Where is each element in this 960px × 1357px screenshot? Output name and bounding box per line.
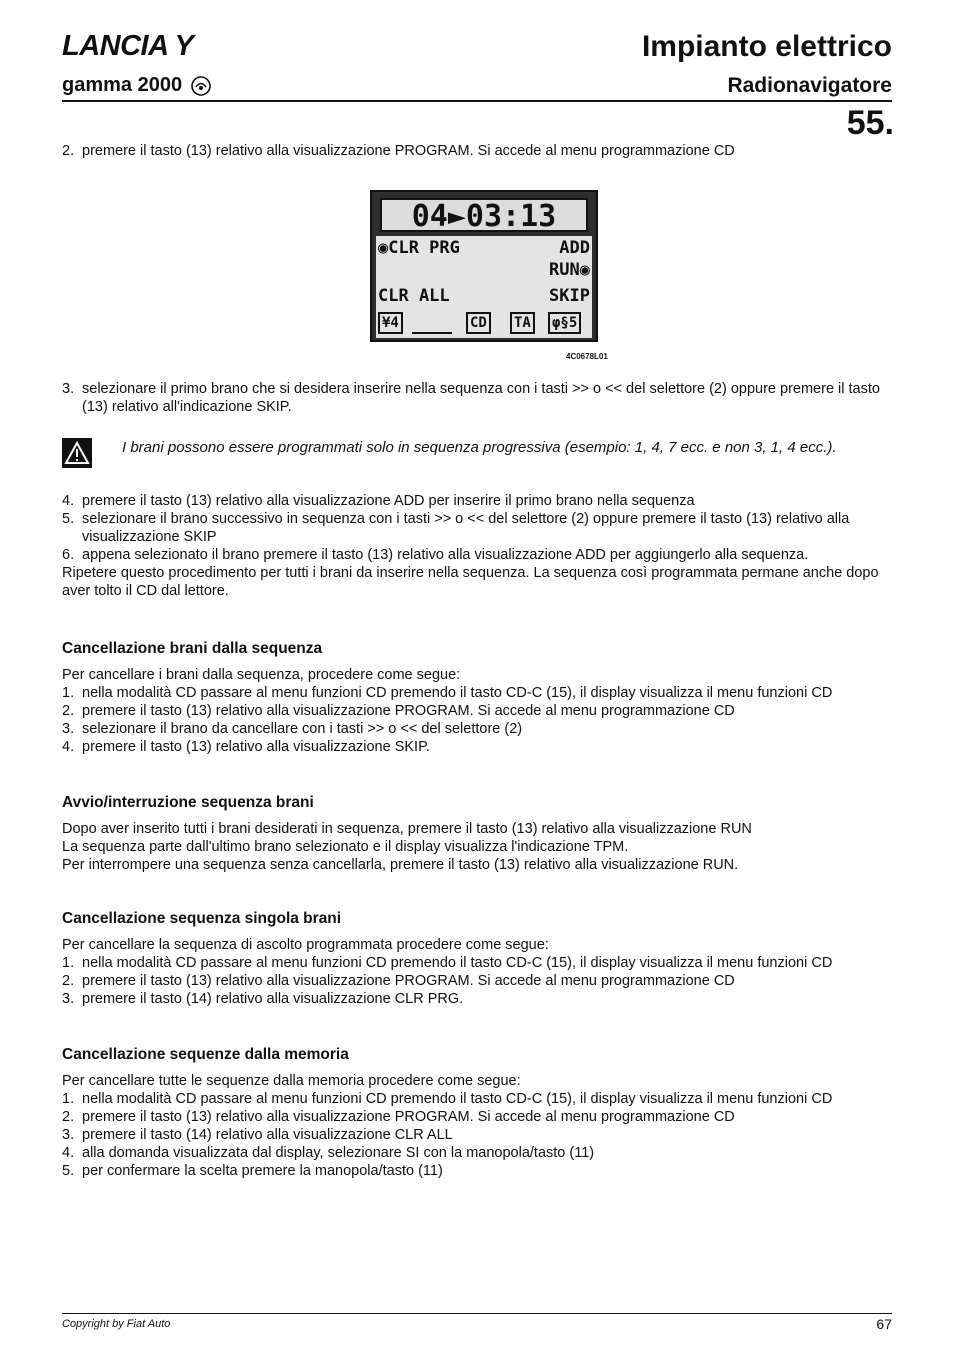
section-heading: Cancellazione sequenza singola brani	[62, 910, 342, 927]
list-item	[62, 954, 892, 972]
section-title: Impianto elettrico	[641, 30, 892, 63]
subsection-title: Radionavigatore	[727, 74, 892, 97]
range-label	[62, 74, 212, 97]
step-text: premere il tasto (14) relativo alla visualizzazione CLR ALL	[82, 1127, 453, 1143]
logo-icon	[190, 75, 212, 97]
step-text: premere il tasto (13) relativo alla visualizzazione PROGRAM. Si accede al menu programmazione CD	[82, 703, 735, 719]
section-start-stop	[62, 794, 892, 874]
section-heading: Cancellazione brani dalla sequenza	[62, 640, 323, 657]
section-cancel-single	[62, 910, 892, 1008]
lcd-tag-4: φ§5	[548, 312, 581, 334]
step-number: 1.	[62, 955, 75, 971]
paragraph: Dopo aver inserito tutti i brani desiderati in sequenza, premere il tasto (13) relativo alla visualizzazione RUN	[62, 821, 752, 837]
step-number: 1.	[62, 1091, 75, 1107]
step-number: 2.	[62, 973, 75, 989]
footer-page-number: 67	[876, 1316, 892, 1332]
step-number: 2.	[62, 1109, 75, 1125]
step-number: 5.	[62, 1163, 75, 1179]
section-intro: Per cancellare tutte le sequenze dalla memoria procedere come segue:	[62, 1073, 521, 1089]
step-text: nella modalità CD passare al menu funzioni CD premendo il tasto CD-C (15), il display visualizza il menu funzioni CD	[82, 685, 833, 701]
list-item	[62, 1090, 892, 1108]
step-text: selezionare il brano da cancellare con i tasti >> o << del selettore (2)	[82, 721, 523, 737]
page-number: 55.	[846, 104, 894, 142]
list-item	[62, 702, 892, 720]
section-cancel-tracks	[62, 640, 892, 756]
copyright-text: Copyright by Fiat Auto	[62, 1318, 171, 1330]
list-item	[62, 142, 892, 160]
step-text: premere il tasto (13) relativo alla visualizzazione ADD per inserire il primo brano nella sequenza	[82, 493, 695, 509]
section-cancel-memory	[62, 1046, 892, 1180]
step-text: premere il tasto (14) relativo alla visualizzazione CLR PRG.	[82, 991, 464, 1007]
step-number: 1.	[62, 685, 75, 701]
list-item	[62, 972, 892, 990]
intro-step	[62, 142, 892, 160]
repeat-paragraph: Ripetere questo procedimento per tutti i brani da inserire nella sequenza. La sequenza così programmata permane anche dopo aver tolto il CD dal lettore.	[62, 565, 879, 599]
lcd-menu-area	[376, 236, 592, 338]
step-text: premere il tasto (13) relativo alla visualizzazione PROGRAM. Si accede al menu programmazione CD	[82, 143, 735, 159]
step-number: 3.	[62, 721, 75, 737]
lcd-add: ADD	[559, 238, 590, 258]
radio-display-figure	[370, 190, 598, 342]
step-text: premere il tasto (13) relativo alla visualizzazione PROGRAM. Si accede al menu programmazione CD	[82, 973, 735, 989]
section-heading: Cancellazione sequenze dalla memoria	[62, 1046, 349, 1063]
step-text: alla domanda visualizzata dal display, selezionare SI con la manopola/tasto (11)	[82, 1145, 595, 1161]
list-item	[62, 546, 892, 564]
step-number: 3.	[62, 381, 75, 397]
lcd-run: RUN◉	[549, 260, 590, 280]
footer-divider	[62, 1313, 892, 1314]
list-item	[62, 1162, 892, 1180]
step-text: premere il tasto (13) relativo alla visualizzazione SKIP.	[82, 739, 430, 755]
step-3	[62, 380, 892, 416]
step-text: per confermare la scelta premere la manopola/tasto (11)	[82, 1163, 443, 1179]
step-number: 2.	[62, 703, 75, 719]
step-text: selezionare il primo brano che si desidera inserire nella sequenza con i tasti >> o << del selettore (2) oppure premere il tasto (13) relativo all'indicazione SKIP.	[82, 381, 880, 415]
range-text: gamma 2000	[62, 74, 183, 96]
lcd-tag-cd: CD	[466, 312, 491, 334]
step-text: nella modalità CD passare al menu funzioni CD premendo il tasto CD-C (15), il display visualizza il menu funzioni CD	[82, 1091, 833, 1107]
lcd-tag-ta: TA	[510, 312, 535, 334]
lcd-underline	[412, 332, 452, 334]
warning-icon	[62, 438, 92, 468]
step-text: selezionare il brano successivo in sequenza con i tasti >> o << del selettore (2) oppure premere il tasto (13) relativo alla visualizzazione SKIP	[82, 511, 850, 545]
list-item	[62, 1144, 892, 1162]
paragraph: Per interrompere una sequenza senza cancellarla, premere il tasto (13) relativo alla visualizzazione RUN.	[62, 857, 739, 873]
step-number: 4.	[62, 1145, 75, 1161]
header-divider	[62, 100, 892, 102]
section-heading: Avvio/interruzione sequenza brani	[62, 794, 314, 811]
figure-code: 4C0678L01	[566, 352, 608, 361]
list-item	[62, 1126, 892, 1144]
list-item	[62, 990, 892, 1008]
list-item	[62, 492, 892, 510]
section-intro: Per cancellare i brani dalla sequenza, procedere come segue:	[62, 667, 461, 683]
step-number: 3.	[62, 1127, 75, 1143]
paragraph: La sequenza parte dall'ultimo brano selezionato e il display visualizza l'indicazione TPM.	[62, 839, 629, 855]
steps-4-6	[62, 492, 892, 600]
step-number: 5.	[62, 511, 75, 527]
list-item	[62, 738, 892, 756]
step-number: 4.	[62, 493, 75, 509]
section-intro: Per cancellare la sequenza di ascolto programmata procedere come segue:	[62, 937, 549, 953]
list-item	[62, 1108, 892, 1126]
list-item	[62, 510, 892, 546]
lcd-skip: SKIP	[549, 286, 590, 306]
lcd-clr-all: CLR ALL	[378, 286, 450, 306]
step-number: 4.	[62, 739, 75, 755]
step-text: premere il tasto (13) relativo alla visualizzazione PROGRAM. Si accede al menu programmazione CD	[82, 1109, 735, 1125]
warning-note	[62, 438, 892, 468]
list-item	[62, 380, 892, 416]
lcd-clr-prg: ◉CLR PRG	[378, 238, 460, 258]
step-number: 6.	[62, 547, 75, 563]
step-text: appena selezionato il brano premere il tasto (13) relativo alla visualizzazione ADD per aggiungerlo alla sequenza.	[82, 547, 809, 563]
lcd-frame	[370, 190, 598, 342]
step-text: nella modalità CD passare al menu funzioni CD premendo il tasto CD-C (15), il display visualizza il menu funzioni CD	[82, 955, 833, 971]
brand-title: LANCIA Y	[62, 30, 194, 62]
note-text: I brani possono essere programmati solo in sequenza progressiva (esempio: 1, 4, 7 ecc. e non 3, 1, 4 ecc.).	[122, 439, 837, 456]
list-item	[62, 684, 892, 702]
step-number: 3.	[62, 991, 75, 1007]
step-number: 2.	[62, 143, 75, 159]
list-item	[62, 720, 892, 738]
lcd-track-time: 04►03:13	[380, 198, 588, 232]
lcd-tag-1: ¥4	[378, 312, 403, 334]
